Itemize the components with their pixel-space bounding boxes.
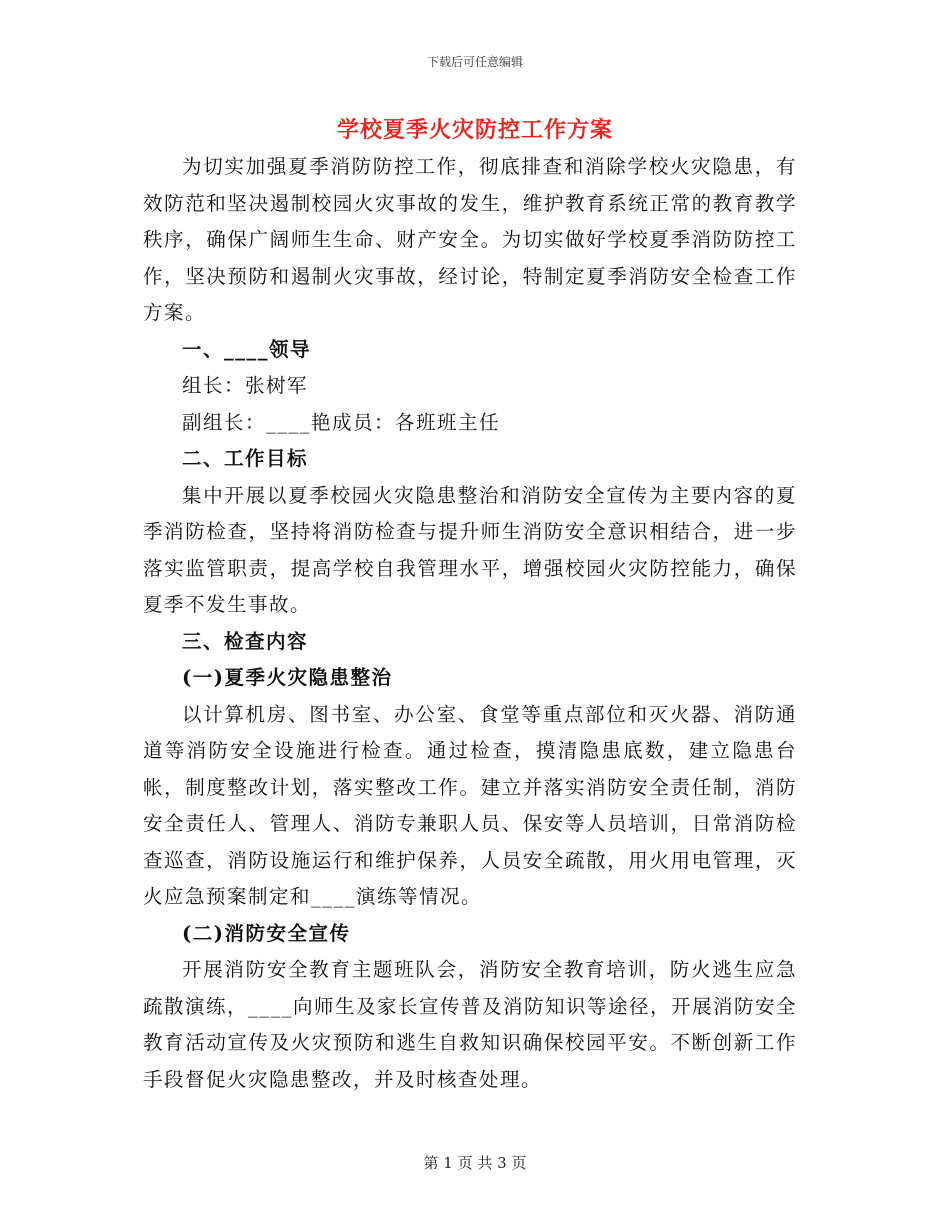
subsection2-paragraph: 开展消防安全教育主题班队会，消防安全教育培训，防火逃生应急疏散演练，____向师生及家长宣传普及消防知识等途径，开展消防安全教育活动宣传及火灾预防和逃生自救知识确保校园平安。不断创新工作手段督促火灾隐患整改，并及时核查处理。 [143,958,798,1091]
intro-paragraph: 为切实加强夏季消防防控工作，彻底排查和消除学校火灾隐患，有效防范和坚决遏制校园火灾事故的发生，维护教育系统正常的教育教学秩序，确保广阔师生生命、财产安全。为切实做好学校夏季消防防控工作，坚决预防和遏制火灾事故，经讨论，特制定夏季消防安全检查工作方案。 [143,155,797,324]
document-title: 学校夏季火灾防控工作方案 [336,117,613,143]
section3-heading: 三、检查内容 [182,629,309,653]
section2-heading: 二、工作目标 [182,447,309,470]
document-body [143,149,797,1098]
subsection2-heading: (二)消防安全宣传 [182,921,351,945]
subsection1-paragraph: 以计算机房、图书室、办公室、食堂等重点部位和灭火器、消防通道等消防安全设施进行检查。通过检查，摸清隐患底数，建立隐患台帐，制度整改计划，落实整改工作。建立并落实消防安全责任制，消防安全责任人、管理人、消防专兼职人员、保安等人员培训，日常消防检查巡查，消防设施运行和维护保养，人员安全疏散，用火用电管理，灭火应急预案制定和____演练等情况。 [143,702,797,908]
deputy-line: 副组长：____艳成员：各班班主任 [182,410,501,434]
section1-heading: 一、____领导 [182,337,312,361]
subsection1-heading: (一)夏季火灾隐患整治 [182,666,393,689]
section2-paragraph: 集中开展以夏季校园火灾隐患整治和消防安全宣传为主要内容的夏季消防检查，坚持将消防检查与提升师生消防安全意识相结合，进一步落实监管职责，提高学校自我管理水平，增强校园火灾防控能力，确保夏季不发生事故。 [143,483,797,616]
header-note: 下载后可任意编辑 [426,55,523,69]
leader-line: 组长：张树军 [182,374,309,397]
page-footer: 第 1 页 共 3 页 [423,1154,527,1172]
